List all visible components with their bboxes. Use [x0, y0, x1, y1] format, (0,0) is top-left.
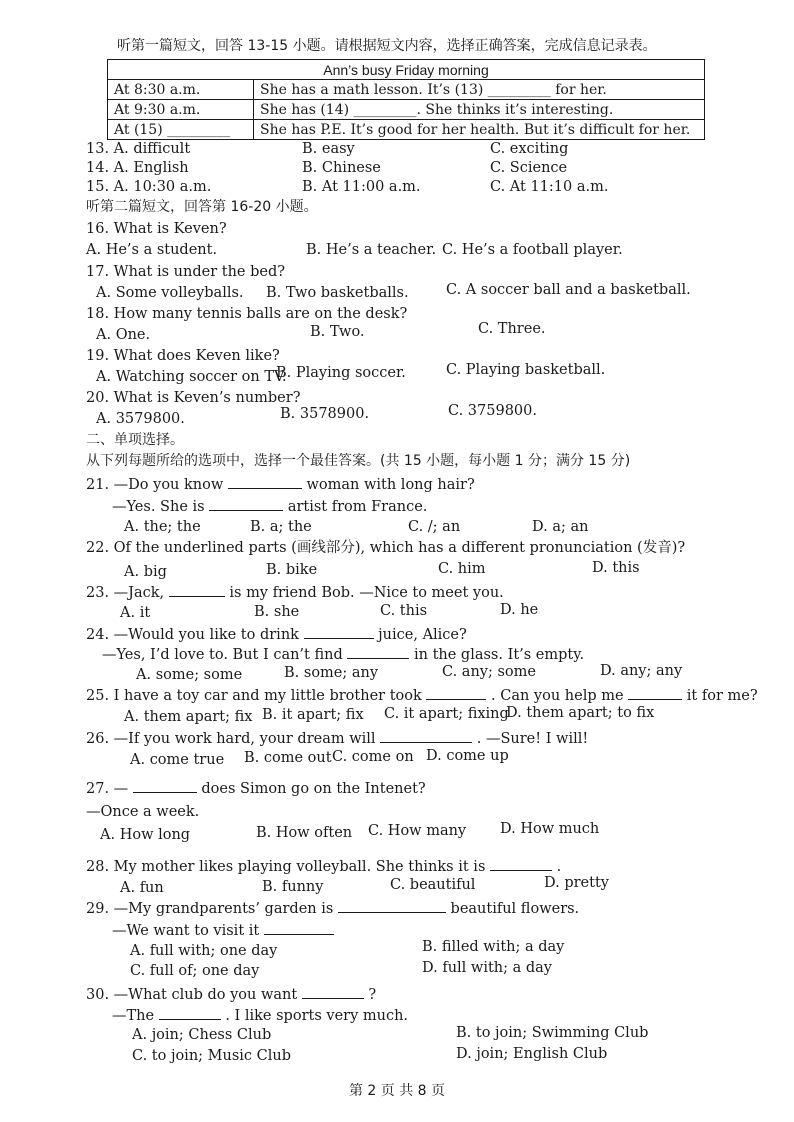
q27-option-d: D. How much [500, 821, 600, 837]
q21-text-b: woman with long hair? [306, 477, 475, 493]
q15-option-b: B. At 11:00 a.m. [302, 179, 421, 195]
q28-option-a: A. fun [120, 880, 164, 896]
q19-option-c: C. Playing basketball. [446, 362, 606, 378]
q18-option-c: C. Three. [478, 321, 546, 337]
q29-text: 29. —My grandparents’ garden is [86, 901, 334, 917]
section-heading: 二、单项选择。 [86, 432, 184, 448]
q13-option-c: C. exciting [490, 141, 569, 157]
q24-text-2: —Yes, I’d love to. But I can’t find [102, 647, 343, 663]
q14-option-c: C. Science [490, 160, 568, 176]
q28-option-c: C. beautiful [390, 877, 476, 893]
q22-option-d: D. this [592, 560, 640, 576]
q27-text-b: does Simon go on the Intenet? [201, 781, 426, 797]
q22-option-a: A. big [124, 564, 167, 580]
q24-line-1 [86, 624, 467, 644]
answer-blank [380, 728, 472, 743]
q15-option-c: C. At 11:10 a.m. [490, 179, 609, 195]
q21-option-c: C. /; an [408, 519, 461, 535]
q23-option-a: A. it [120, 605, 151, 621]
q20-option-b: B. 3578900. [280, 406, 370, 422]
q21-option-a: A. the; the [124, 519, 201, 535]
q29-option-a: A. full with; one day [130, 943, 278, 959]
q21-line-2 [112, 496, 427, 516]
q21-text-2: —Yes. She is [112, 499, 205, 515]
q27-text: 27. — [86, 781, 129, 797]
q23-option-c: C. this [380, 603, 428, 619]
q29-text-2: —We want to visit it [112, 923, 260, 939]
q25-line-1 [86, 685, 758, 705]
q25-option-a: A. them apart; fix [124, 709, 253, 725]
q21-text-2b: artist from France. [287, 499, 428, 515]
info-record-table [107, 59, 705, 140]
q26-line-1 [86, 728, 588, 748]
answer-blank [228, 474, 302, 489]
q20-option-c: C. 3759800. [448, 403, 537, 419]
answer-blank [302, 984, 364, 999]
q18-option-a: A. One. [96, 327, 151, 343]
table-cell-info: She has P.E. It’s good for her health. But it’s difficult for her. [254, 120, 705, 140]
q22-option-b: B. bike [266, 562, 318, 578]
answer-blank [338, 898, 446, 913]
q29-option-b: B. filled with; a day [422, 939, 565, 955]
q16-option-c: C. He’s a football player. [442, 242, 623, 258]
q24-line-2 [102, 644, 584, 664]
q26-option-d: D. come up [426, 748, 509, 764]
q26-text-b: . —Sure! I will! [476, 731, 589, 747]
q28-option-b: B. funny [262, 879, 324, 895]
q13-option-b: B. easy [302, 141, 355, 157]
q13-option-a: 13. A. difficult [86, 141, 191, 157]
q21-line-1 [86, 474, 475, 494]
q29-line-2 [112, 920, 334, 940]
q28-text-b: . [556, 859, 562, 875]
q30-text-b: ? [368, 987, 377, 1003]
q23-option-d: D. he [500, 602, 539, 618]
q21-option-b: B. a; the [250, 519, 312, 535]
q16-option-a: A. He’s a student. [86, 242, 218, 258]
q28-text: 28. My mother likes playing volleyball. She thinks it is [86, 859, 486, 875]
table-cell-info: She has (14) _________. She thinks it’s interesting. [254, 100, 705, 120]
q21-text: 21. —Do you know [86, 477, 224, 493]
table-caption: Ann’s busy Friday morning [108, 60, 705, 80]
q24-option-b: B. some; any [284, 665, 379, 681]
q17-option-a: A. Some volleyballs. [96, 285, 244, 301]
q18-option-b: B. Two. [310, 324, 365, 340]
table-cell-time: At 8:30 a.m. [108, 80, 254, 100]
q23-text-b: is my friend Bob. —Nice to meet you. [229, 585, 504, 601]
q27-line-1 [86, 778, 426, 798]
table-cell-time: At (15) _________ [108, 120, 254, 140]
q30-text-2b: . I like sports very much. [225, 1008, 409, 1024]
answer-blank [209, 496, 283, 511]
listening-intro-2: 听第二篇短文，回答第 16-20 小题。 [86, 199, 318, 215]
q17-question: 17. What is under the bed? [86, 264, 286, 280]
q26-option-c: C. come on [332, 749, 414, 765]
q26-option-b: B. come out [244, 750, 332, 766]
q25-option-d: D. them apart; to fix [506, 705, 655, 721]
q22-question: 22. Of the underlined parts (画线部分), which has a different pronunciation (发音)? [86, 540, 686, 556]
q29-line-1 [86, 898, 579, 918]
q25-text-b: . Can you help me [491, 688, 624, 704]
answer-blank [628, 685, 682, 700]
q24-text-2b: in the glass. It’s empty. [413, 647, 585, 663]
table-cell-time: At 9:30 a.m. [108, 100, 254, 120]
q26-text: 26. —If you work hard, your dream will [86, 731, 376, 747]
q28-line-1 [86, 856, 561, 876]
q27-line-2: —Once a week. [86, 804, 200, 820]
q30-line-1 [86, 984, 376, 1004]
table-row [108, 120, 705, 140]
answer-blank [159, 1005, 221, 1020]
q30-option-b: B. to join; Swimming Club [456, 1025, 649, 1041]
q15-option-a: 15. A. 10:30 a.m. [86, 179, 212, 195]
q30-line-2 [112, 1005, 408, 1025]
q16-option-b: B. He’s a teacher. [306, 242, 437, 258]
q26-option-a: A. come true [130, 752, 225, 768]
q14-option-b: B. Chinese [302, 160, 381, 176]
q27-option-b: B. How often [256, 825, 353, 841]
answer-blank [347, 644, 409, 659]
q19-question: 19. What does Keven like? [86, 348, 280, 364]
q21-option-d: D. a; an [532, 519, 589, 535]
q24-text: 24. —Would you like to drink [86, 627, 299, 643]
q23-line-1 [86, 582, 504, 602]
section-instructions: 从下列每题所给的选项中，选择一个最佳答案。(共 15 小题，每小题 1 分；满分 15 分) [86, 453, 631, 469]
q24-option-a: A. some; some [136, 667, 243, 683]
q27-option-a: A. How long [100, 827, 191, 843]
q30-text: 30. —What club do you want [86, 987, 298, 1003]
q18-question: 18. How many tennis balls are on the desk? [86, 306, 408, 322]
q23-option-b: B. she [254, 604, 300, 620]
answer-blank [304, 624, 374, 639]
q25-text: 25. I have a toy car and my little brother took [86, 688, 422, 704]
q16-question: 16. What is Keven? [86, 221, 227, 237]
q20-option-a: A. 3579800. [96, 411, 185, 427]
q30-option-a: A. join; Chess Club [132, 1027, 272, 1043]
q28-option-d: D. pretty [544, 875, 609, 891]
q17-option-c: C. A soccer ball and a basketball. [446, 282, 691, 298]
q25-text-c: it for me? [686, 688, 758, 704]
q23-text: 23. —Jack, [86, 585, 165, 601]
q25-option-b: B. it apart; fix [262, 707, 364, 723]
q29-option-d: D. full with; a day [422, 960, 552, 976]
q29-option-c: C. full of; one day [130, 963, 260, 979]
q14-option-a: 14. A. English [86, 160, 189, 176]
table-cell-info: She has a math lesson. It’s (13) _________ for her. [254, 80, 705, 100]
q30-option-d: D. join; English Club [456, 1046, 608, 1062]
q24-option-d: D. any; any [600, 663, 683, 679]
q19-option-b: B. Playing soccer. [276, 365, 406, 381]
page-number: 第 2 页 共 8 页 [348, 1083, 446, 1099]
q30-option-c: C. to join; Music Club [132, 1048, 292, 1064]
table-row [108, 80, 705, 100]
q27-option-c: C. How many [368, 823, 467, 839]
q29-text-b: beautiful flowers. [450, 901, 580, 917]
q22-option-c: C. him [438, 561, 486, 577]
listening-intro-1: 听第一篇短文，回答 13-15 小题。请根据短文内容，选择正确答案，完成信息记录表。 [117, 38, 657, 54]
q19-option-a: A. Watching soccer on TV. [96, 369, 287, 385]
q20-question: 20. What is Keven’s number? [86, 390, 301, 406]
q17-option-b: B. Two basketballs. [266, 285, 409, 301]
q24-option-c: C. any; some [442, 664, 536, 680]
q30-text-2: —The [112, 1008, 155, 1024]
table-row [108, 100, 705, 120]
answer-blank [133, 778, 197, 793]
answer-blank [169, 582, 225, 597]
q25-option-c: C. it apart; fixing [384, 706, 509, 722]
answer-blank [490, 856, 552, 871]
answer-blank [264, 920, 334, 935]
q24-text-b: juice, Alice? [378, 627, 467, 643]
answer-blank [426, 685, 486, 700]
